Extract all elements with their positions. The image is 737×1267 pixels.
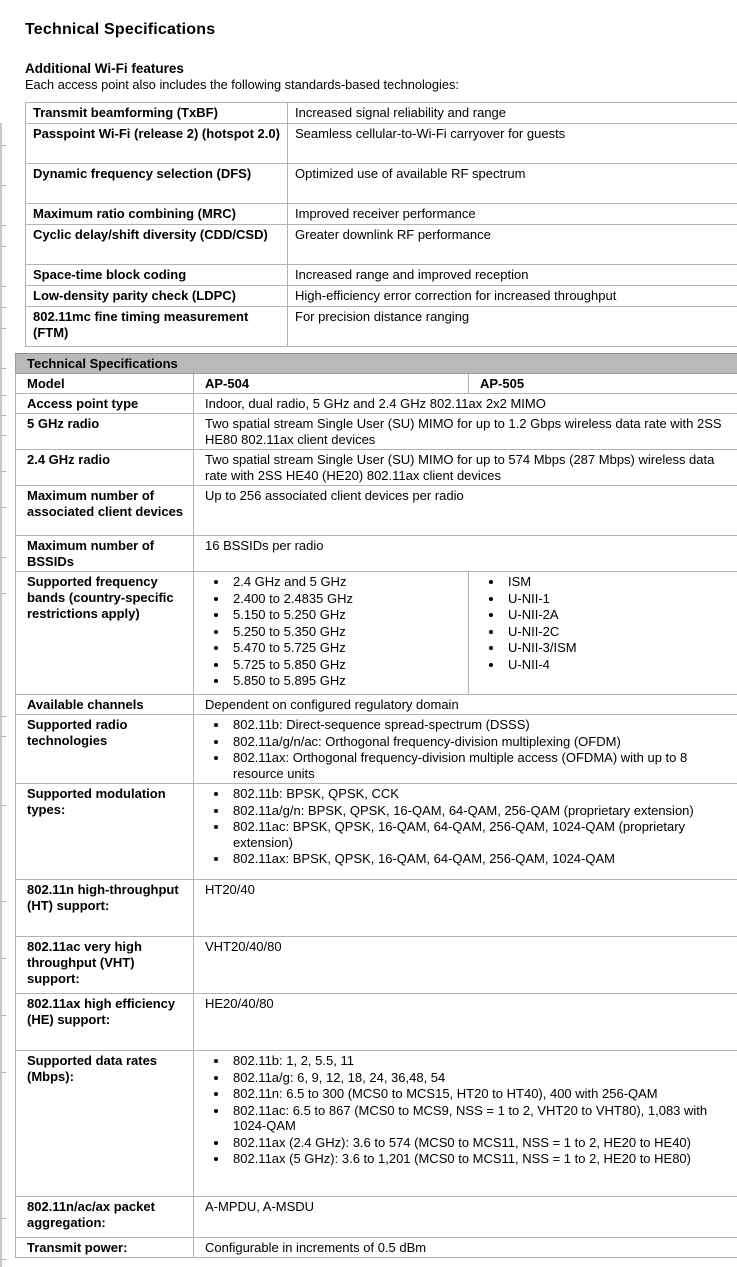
spec-bullet-item: • U-NII-2C [504,624,733,641]
cropped-row-border-tick [0,415,6,416]
spec-bullet-item: • 2.400 to 2.4835 GHz [229,591,464,608]
feature-benefit-cell: For precision distance ranging [288,307,737,347]
spec-label-cell: Access point type [16,394,194,414]
specs-table-title: Technical Specifications [16,354,737,374]
spec-row [16,715,737,784]
feature-row [26,286,737,307]
spec-value-cell: HT20/40 [194,880,737,937]
cropped-row-border-tick [0,901,6,902]
spec-label-cell: 5 GHz radio [16,414,194,450]
spec-label-cell: 802.11ax high efficiency (HE) support: [16,994,194,1051]
spec-row [16,695,737,715]
cropped-row-border-tick [0,225,6,226]
spec-row [16,486,737,536]
cropped-row-border-tick [0,507,6,508]
feature-name-cell: Low-density parity check (LDPC) [26,286,288,307]
spec-bullet-item: • 5.725 to 5.850 GHz [229,657,464,674]
spec-bullet-item: • 802.11ax (5 GHz): 3.6 to 1,201 (MCS0 to MCS11, NSS = 1 to 2, HE20 to HE80) [229,1151,733,1168]
feature-benefit-cell: Improved receiver performance [288,204,737,225]
spec-bullet-item: • ISM [504,574,733,591]
spec-value-cell: Dependent on configured regulatory domain [194,695,737,715]
cropped-row-border-tick [0,557,6,558]
spec-bullet-item: • 802.11ax: BPSK, QPSK, 16-QAM, 64-QAM, 256-QAM, 1024-QAM [229,851,733,868]
spec-bullet-item: • U-NII-3/ISM [504,640,733,657]
cropped-content-edge [0,123,2,1267]
page-title: Technical Specifications [25,21,216,38]
spec-document-page [0,21,736,1267]
model-name-cell: AP-504 [194,374,469,394]
spec-value-cell: Two spatial stream Single User (SU) MIMO for up to 574 Mbps (287 Mbps) wireless data rate with 2SS HE40 (HE20) 802.11ax client devices [194,450,737,486]
cropped-row-border-tick [0,1259,6,1260]
cropped-row-border-tick [0,286,6,287]
spec-row [16,536,737,572]
spec-bullet-list [205,1053,733,1168]
spec-bullet-item: • 802.11ax (2.4 GHz): 3.6 to 574 (MCS0 to MCS11, NSS = 1 to 2, HE20 to HE40) [229,1135,733,1152]
spec-bullet-item: • 802.11ac: BPSK, QPSK, 16-QAM, 64-QAM, 256-QAM, 1024-QAM (proprietary extension) [229,819,733,851]
spec-row [16,1238,737,1258]
cropped-row-border-tick [0,958,6,959]
cropped-row-border-tick [0,246,6,247]
cropped-row-border-tick [0,1072,6,1073]
spec-row [16,572,737,695]
feature-row [26,204,737,225]
spec-bullet-list [205,786,733,868]
spec-bullet-item: • 802.11b: 1, 2, 5.5, 11 [229,1053,733,1070]
feature-benefit-cell: Optimized use of available RF spectrum [288,164,737,204]
spec-bullet-item: • 802.11a/g: 6, 9, 12, 18, 24, 36,48, 54 [229,1070,733,1087]
spec-bullet-item: • 802.11a/g/n: BPSK, QPSK, 16-QAM, 64-QAM, 256-QAM (proprietary extension) [229,803,733,820]
feature-name-cell: Transmit beamforming (TxBF) [26,103,288,124]
spec-label-cell: Available channels [16,695,194,715]
specs-header-row [16,354,737,374]
spec-value-cell [194,1051,737,1197]
wifi-features-table [25,102,737,347]
technical-specs-table [15,353,737,1258]
cropped-row-border-tick [0,805,6,806]
cropped-row-border-tick [0,1218,6,1219]
spec-bullet-item: • 802.11ac: 6.5 to 867 (MCS0 to MCS9, NSS = 1 to 2, VHT20 to VHT80), 1,083 with 1024-QAM [229,1103,733,1135]
spec-value-cell: HE20/40/80 [194,994,737,1051]
spec-label-cell: Supported radio technologies [16,715,194,784]
spec-row [16,937,737,994]
cropped-row-border-tick [0,395,6,396]
cropped-row-border-tick [0,471,6,472]
spec-value-cell: Configurable in increments of 0.5 dBm [194,1238,737,1258]
spec-bullet-item: • 5.470 to 5.725 GHz [229,640,464,657]
spec-row [16,1051,737,1197]
feature-name-cell: 802.11mc fine timing measurement (FTM) [26,307,288,347]
cropped-row-border-tick [0,736,6,737]
feature-benefit-cell: Increased signal reliability and range [288,103,737,124]
spec-label-cell: Maximum number of associated client devices [16,486,194,536]
spec-bullet-item: • 802.11b: BPSK, QPSK, CCK [229,786,733,803]
spec-row [16,784,737,880]
feature-row [26,225,737,265]
feature-row [26,164,737,204]
cropped-row-border-tick [0,185,6,186]
feature-row [26,265,737,286]
cropped-row-border-tick [0,1015,6,1016]
spec-label-cell: 802.11n high-throughput (HT) support: [16,880,194,937]
cropped-row-border-tick [0,368,6,369]
frequency-bullet-list [205,574,464,690]
spec-bullet-list [205,717,733,782]
spec-value-cell: Up to 256 associated client devices per radio [194,486,737,536]
feature-benefit-cell: High-efficiency error correction for increased throughput [288,286,737,307]
wifi-features-intro: Each access point also includes the following standards-based technologies: [25,77,459,92]
feature-benefit-cell: Increased range and improved reception [288,265,737,286]
spec-label-cell: Supported frequency bands (country-specific restrictions apply) [16,572,194,695]
cropped-row-border-tick [0,328,6,329]
cropped-row-border-tick [0,716,6,717]
spec-row [16,994,737,1051]
spec-bullet-item: • 5.850 to 5.895 GHz [229,673,464,690]
spec-bullet-item: • 802.11ax: Orthogonal frequency-division multiple access (OFDMA) with up to 8 resource units [229,750,733,782]
spec-value-cell-left [194,572,469,695]
cropped-row-border-tick [0,593,6,594]
feature-benefit-cell: Seamless cellular-to-Wi-Fi carryover for guests [288,124,737,164]
feature-row [26,103,737,124]
spec-value-cell: Indoor, dual radio, 5 GHz and 2.4 GHz 802.11ax 2x2 MIMO [194,394,737,414]
feature-name-cell: Passpoint Wi-Fi (release 2) (hotspot 2.0) [26,124,288,164]
spec-bullet-item: • 802.11b: Direct-sequence spread-spectrum (DSSS) [229,717,733,734]
model-name-cell: AP-505 [469,374,737,394]
spec-value-cell: 16 BSSIDs per radio [194,536,737,572]
spec-value-cell: Two spatial stream Single User (SU) MIMO for up to 1.2 Gbps wireless data rate with 2SS HE80 802.11ax client devices [194,414,737,450]
cropped-row-border-tick [0,307,6,308]
feature-name-cell: Dynamic frequency selection (DFS) [26,164,288,204]
feature-name-cell: Cyclic delay/shift diversity (CDD/CSD) [26,225,288,265]
spec-bullet-item: • 5.250 to 5.350 GHz [229,624,464,641]
spec-model-row [16,374,737,394]
spec-row [16,880,737,937]
spec-label-cell: Maximum number of BSSIDs [16,536,194,572]
cropped-row-border-tick [0,145,6,146]
spec-bullet-item: • 802.11n: 6.5 to 300 (MCS0 to MCS15, HT20 to HT40), 400 with 256-QAM [229,1086,733,1103]
spec-bullet-item: • 2.4 GHz and 5 GHz [229,574,464,591]
spec-row [16,450,737,486]
band-name-bullet-list [480,574,733,673]
wifi-features-heading: Additional Wi-Fi features [25,61,184,76]
spec-label-cell: Transmit power: [16,1238,194,1258]
spec-value-cell [194,715,737,784]
spec-label-cell: Supported data rates (Mbps): [16,1051,194,1197]
feature-row [26,307,737,347]
feature-name-cell: Space-time block coding [26,265,288,286]
spec-label-cell: 2.4 GHz radio [16,450,194,486]
feature-row [26,124,737,164]
spec-label-cell: 802.11n/ac/ax packet aggregation: [16,1197,194,1238]
feature-benefit-cell: Greater downlink RF performance [288,225,737,265]
spec-label-cell: Supported modulation types: [16,784,194,880]
spec-row [16,1197,737,1238]
spec-bullet-item: • 5.150 to 5.250 GHz [229,607,464,624]
cropped-row-border-tick [0,435,6,436]
spec-value-cell [194,784,737,880]
spec-row [16,414,737,450]
spec-bullet-item: • U-NII-2A [504,607,733,624]
spec-label-cell: 802.11ac very high throughput (VHT) support: [16,937,194,994]
spec-bullet-item: • U-NII-4 [504,657,733,674]
spec-value-cell: VHT20/40/80 [194,937,737,994]
spec-bullet-item: • 802.11a/g/n/ac: Orthogonal frequency-division multiplexing (OFDM) [229,734,733,751]
spec-label-cell: Model [16,374,194,394]
spec-row [16,394,737,414]
spec-bullet-item: • U-NII-1 [504,591,733,608]
spec-value-cell: A-MPDU, A-MSDU [194,1197,737,1238]
spec-value-cell-right [469,572,737,695]
feature-name-cell: Maximum ratio combining (MRC) [26,204,288,225]
